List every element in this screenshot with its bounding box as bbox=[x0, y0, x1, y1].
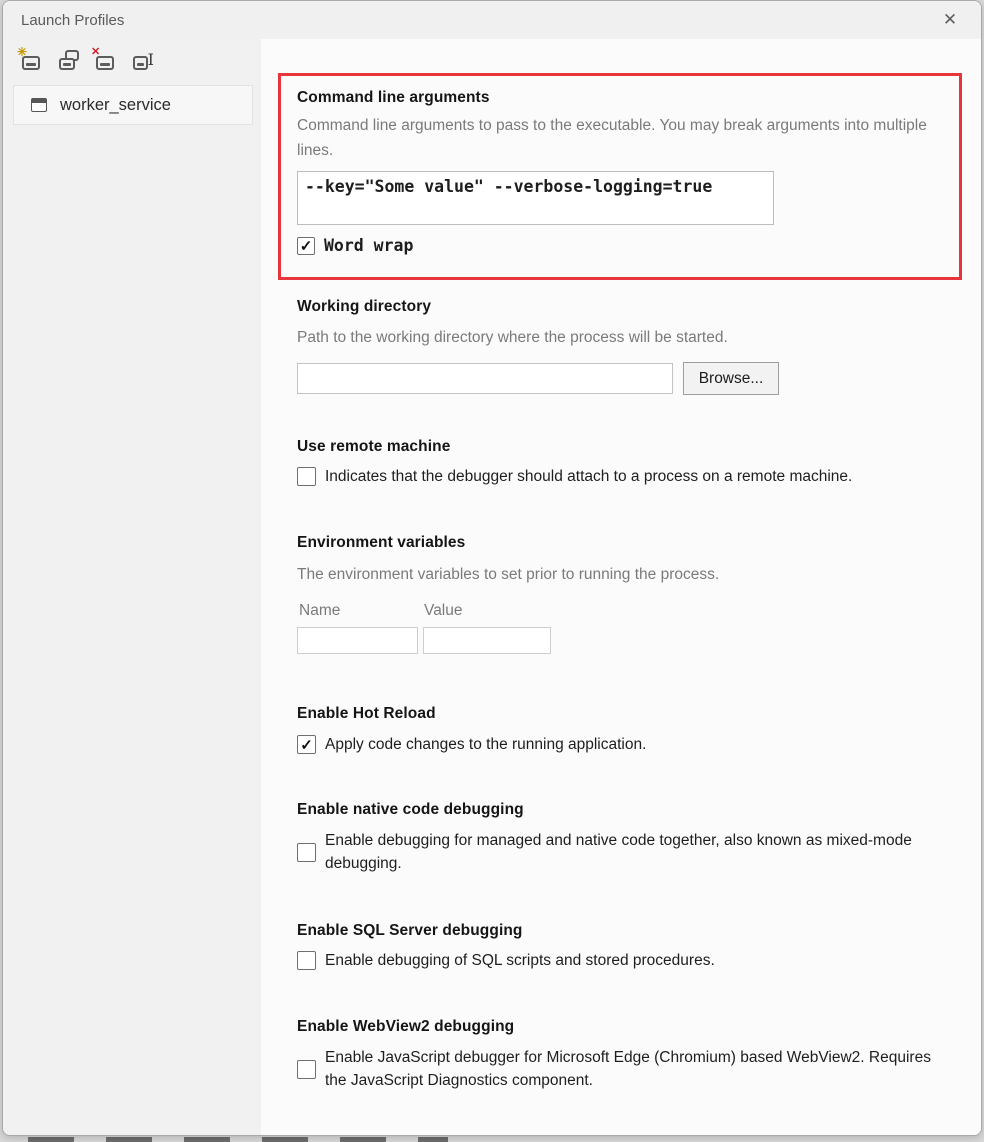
launch-profiles-dialog bbox=[2, 0, 982, 1136]
native-debugging-row bbox=[297, 829, 915, 875]
titlebar bbox=[3, 1, 981, 39]
native-debugging-section bbox=[297, 801, 915, 875]
hot-reload-checkbox[interactable]: ✓ bbox=[297, 735, 316, 754]
rename-profile-button[interactable] bbox=[130, 49, 154, 72]
dialog-body bbox=[3, 39, 981, 1135]
environment-variables-inputs bbox=[297, 627, 719, 654]
environment-variables-description: The environment variables to set prior to running the process. bbox=[297, 566, 720, 583]
hot-reload-label: Apply code changes to the running application. bbox=[325, 736, 647, 753]
remote-machine-label: Indicates that the debugger should attach to a process on a remote machine. bbox=[325, 468, 853, 485]
remote-machine-section bbox=[297, 438, 852, 488]
word-wrap-label: Word wrap bbox=[324, 236, 414, 255]
command-line-arguments-title: Command line arguments bbox=[297, 89, 490, 106]
native-debugging-checkbox[interactable] bbox=[297, 843, 316, 862]
env-name-input[interactable] bbox=[297, 627, 418, 654]
working-directory-title: Working directory bbox=[297, 298, 432, 315]
sidebar-item-worker-service[interactable] bbox=[13, 85, 253, 125]
new-profile-star-icon: ✳ bbox=[17, 45, 28, 59]
word-wrap-row bbox=[297, 234, 959, 257]
profiles-toolbar bbox=[3, 39, 261, 73]
rename-ibeam-icon: I bbox=[147, 50, 154, 69]
env-value-input[interactable] bbox=[423, 627, 551, 654]
profile-card-icon bbox=[96, 56, 114, 70]
new-profile-button[interactable] bbox=[17, 45, 43, 72]
profiles-sidebar bbox=[3, 39, 261, 1135]
command-line-arguments-highlight bbox=[278, 73, 962, 280]
sql-debugging-title: Enable SQL Server debugging bbox=[297, 922, 523, 939]
background-window-text-fragments bbox=[28, 1137, 448, 1142]
webview2-debugging-label: Enable JavaScript debugger for Microsoft Edge (Chromium) based WebView2. Requires the JavaScript Diagnostics component. bbox=[325, 1049, 931, 1089]
dialog-title: Launch Profiles bbox=[21, 11, 125, 29]
sql-debugging-label: Enable debugging of SQL scripts and stored procedures. bbox=[325, 952, 715, 969]
profile-card-icon bbox=[133, 56, 148, 70]
close-button[interactable] bbox=[927, 1, 973, 39]
command-line-arguments-description: Command line arguments to pass to the executable. You may break arguments into multiple lines. bbox=[297, 117, 927, 159]
working-directory-section bbox=[297, 298, 779, 395]
hot-reload-section bbox=[297, 705, 646, 756]
profile-name-label: worker_service bbox=[60, 95, 171, 114]
profile-window-icon bbox=[31, 98, 47, 112]
sql-debugging-section bbox=[297, 922, 715, 972]
environment-variables-title: Environment variables bbox=[297, 534, 466, 551]
env-name-column-label: Name bbox=[299, 602, 341, 619]
close-icon: ✕ bbox=[942, 10, 958, 29]
native-debugging-label: Enable debugging for managed and native code together, also known as mixed-mode debugging. bbox=[325, 832, 912, 872]
delete-x-icon: ✕ bbox=[91, 46, 101, 58]
hot-reload-title: Enable Hot Reload bbox=[297, 705, 436, 722]
hot-reload-row bbox=[297, 733, 646, 756]
working-directory-description: Path to the working directory where the process will be started. bbox=[297, 329, 728, 346]
working-directory-row bbox=[297, 362, 779, 395]
remote-machine-row bbox=[297, 465, 852, 488]
command-line-arguments-input[interactable] bbox=[297, 171, 774, 225]
profile-settings-panel bbox=[261, 39, 981, 1135]
webview2-debugging-row bbox=[297, 1046, 945, 1092]
environment-variables-column-headers bbox=[297, 602, 719, 620]
webview2-debugging-checkbox[interactable] bbox=[297, 1060, 316, 1079]
environment-variables-section bbox=[297, 534, 719, 654]
env-value-column-label: Value bbox=[424, 602, 463, 619]
duplicate-profile-button[interactable] bbox=[56, 49, 80, 72]
working-directory-input[interactable] bbox=[297, 363, 673, 394]
webview2-debugging-title: Enable WebView2 debugging bbox=[297, 1018, 515, 1035]
webview2-debugging-section bbox=[297, 1018, 945, 1092]
word-wrap-checkbox[interactable]: ✓ bbox=[297, 237, 315, 255]
native-debugging-title: Enable native code debugging bbox=[297, 801, 524, 818]
sql-debugging-checkbox[interactable] bbox=[297, 951, 316, 970]
remote-machine-checkbox[interactable] bbox=[297, 467, 316, 486]
delete-profile-button[interactable] bbox=[91, 46, 117, 72]
profile-card-icon bbox=[59, 58, 75, 70]
remote-machine-title: Use remote machine bbox=[297, 438, 451, 455]
browse-button[interactable]: Browse... bbox=[683, 362, 779, 395]
sql-debugging-row bbox=[297, 949, 715, 972]
